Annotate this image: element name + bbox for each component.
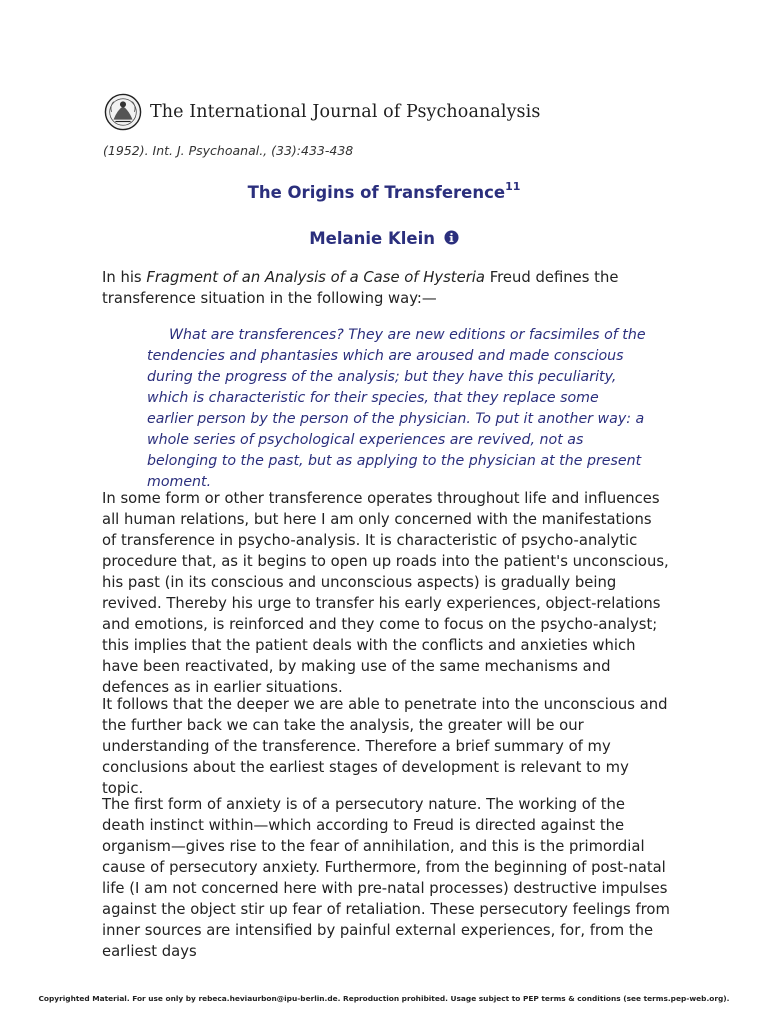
work-title: Fragment of an Analysis of a Case of Hysteria: [146, 269, 485, 286]
copyright-footer: Copyrighted Material. For use only by rebeca.heviaurbon@ipu-berlin.de. Reproduction prohibited. Usage subject to PEP terms & conditions (see terms.pep-web.org).: [38, 994, 730, 1003]
paragraph-intro-text: In his: [102, 269, 147, 286]
paragraph-2: In some form or other transference operates throughout life and influences all human relations, but here I am only concerned with the manifestations of transference in psycho-analysis. It is characteristic of psycho-analytic procedure that, as it begins to open up roads into the patient's unconscious, his past (in its conscious and unconscious aspects) is gradually being revived. Thereby his urge to transfer his early experiences, object-relations and emotions, is reinforced and they come to focus on the psycho-analyst; this implies that the patient deals with the conflicts and anxieties which have been reactivated, by making use of the same mechanisms and defences as in earlier situations.: [102, 490, 669, 696]
author-name[interactable]: Melanie Klein: [309, 229, 436, 248]
article-title: [0, 179, 768, 202]
info-icon[interactable]: [444, 230, 459, 245]
paragraph-4: The first form of anxiety is of a persecutory nature. The working of the death instinct within—which according to Freud is directed against the organism—gives rise to the fear of annihilation, and this is the primordial cause of persecutory anxiety. Furthermore, from the beginning of post-natal life (I am not concerned here with pre-natal processes) destructive impulses against the object stir up fear of retaliation. These persecutory feelings from inner sources are intensified by painful external experiences, for, from the earliest days: [102, 796, 670, 960]
article-title-text: The Origins of Transference: [247, 183, 506, 202]
paragraph-3: It follows that the deeper we are able to penetrate into the unconscious and the further back we can take the analysis, the greater will be our understanding of the transference. Therefore a brief summary of my conclusions about the earliest stages of development is relevant to my topic.: [102, 696, 668, 797]
paragraph-intro: [102, 267, 670, 309]
citation: (1952). Int. J. Psychoanal., (33):433-438: [103, 143, 354, 158]
footnote-marker[interactable]: 11: [505, 179, 521, 193]
journal-seal-icon: [104, 93, 142, 131]
journal-title: The International Journal of Psychoanalysis: [150, 102, 541, 122]
block-quote: What are transferences? They are new editions or facsimiles of the tendencies and phantasies which are aroused and made conscious during the progress of the analysis; but they have this peculiarity, which is characteristic for their species, that they replace some earlier person by the person of the physician. To put it another way: a whole series of psychological experiences are revived, not as belonging to the past, but as applying to the physician at the present moment.: [147, 327, 646, 490]
author-line: [0, 229, 768, 248]
paragraph-intro-text-continued: Freud defines the transference situation in the following way:—: [102, 269, 619, 307]
journal-masthead: [104, 92, 540, 132]
